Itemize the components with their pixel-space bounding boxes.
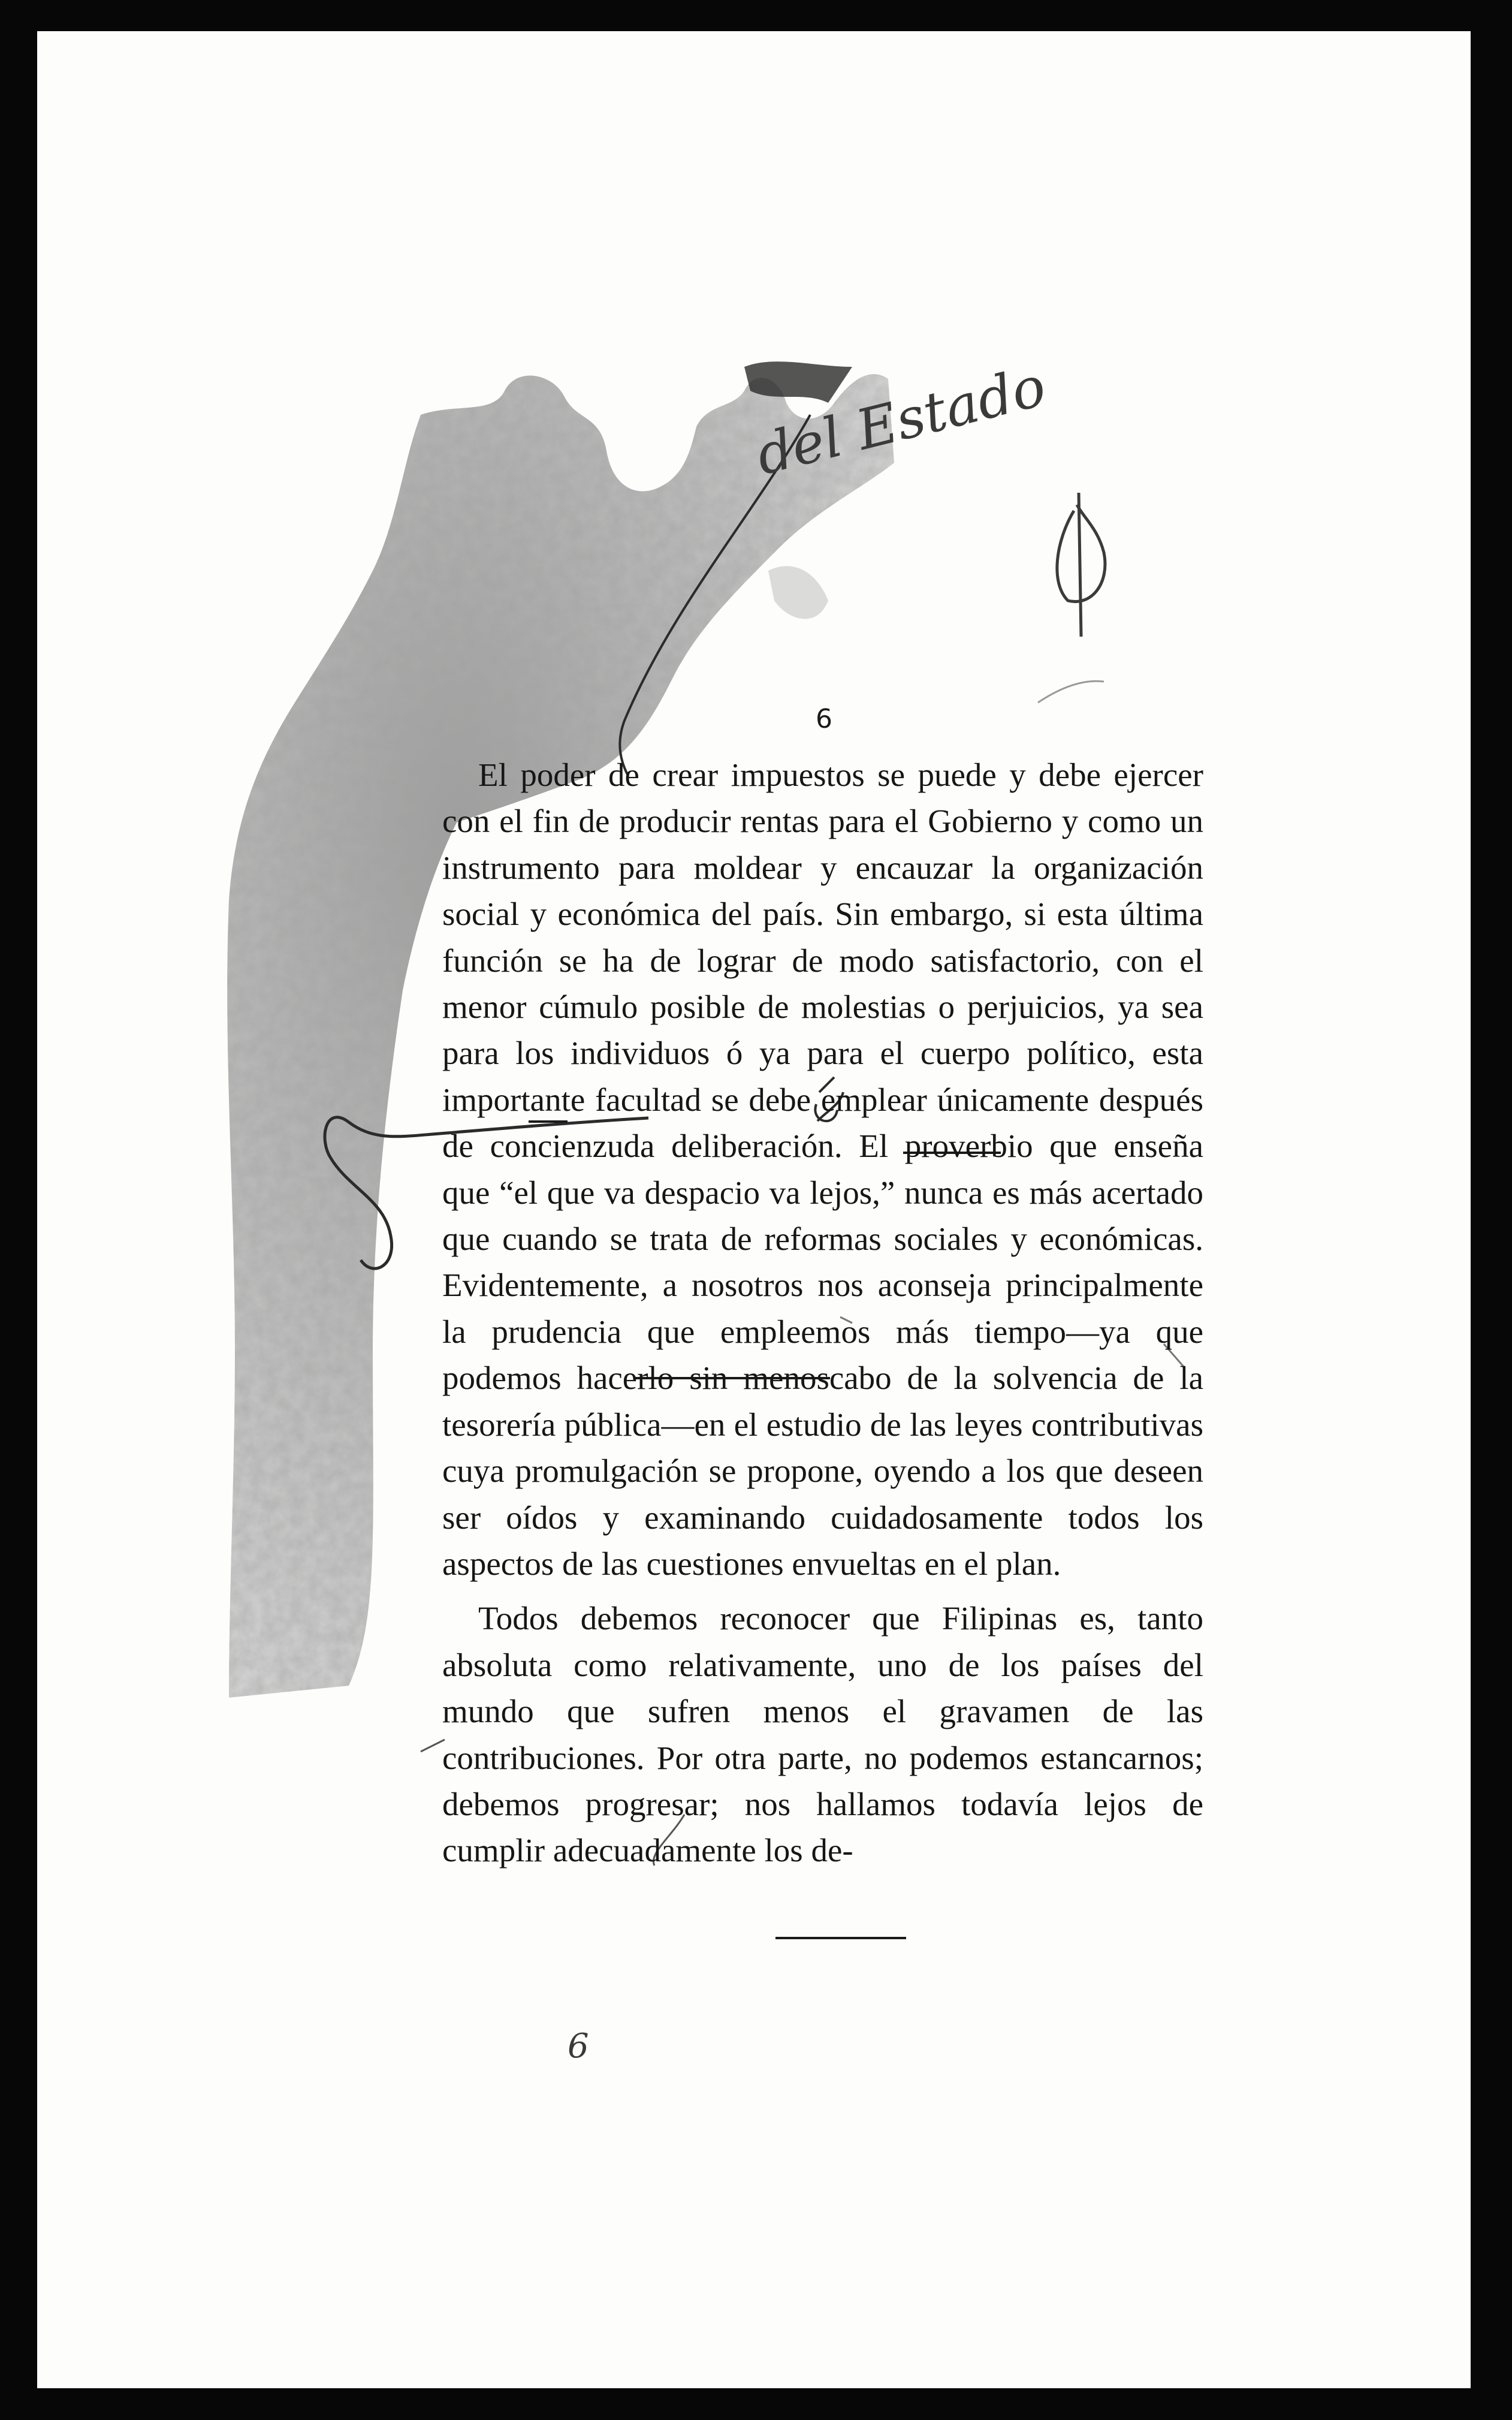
- paragraph-1: El poder de crear impuestos se puede y debe ejercer con el fin de producir rentas para el Gobierno y como un instrumento para moldear y encauzar la organización social y económica del país. Sin embargo, si esta última función se ha de lograr de modo satisfactorio, con el menor cúmulo posible de molestias o perjuicios, ya sea para los individuos ó ya para el cuerpo político, esta importante facultad se debe emplear únicamente después de concienzuda deliberación. El proverbio que enseña que “el que va despacio va lejos,” nunca es más acertado que cuando se trata de reformas sociales y económicas. Evidentemente, a nosotros nos aconseja principalmente la prudencia que empleemos más tiempo—ya que podemos hacerlo sin menoscabo de la solvencia de la tesorería pública—en el estudio de las leyes contributivas cuya promulgación se propone, oyendo a los que deseen ser oídos y examinando cuidadosamente todos los aspectos de las cuestiones envueltas en el plan.: [442, 757, 1203, 1582]
- paragraph-2: Todos debemos reconocer que Filipinas es, tanto absoluta como relativamente, uno de los países del mundo que sufren menos el gravamen de las contribuciones. Por otra parte, no podemos estancarnos; debemos progresar; nos hallamos todavía lejos de cumplir adecuadamente los de-: [442, 1600, 1203, 1869]
- page-number: 6: [816, 704, 832, 734]
- handwritten-insertion: del Estado: [750, 354, 1052, 488]
- handwritten-scribble: 6: [568, 2027, 589, 2066]
- body-text: [442, 752, 1203, 1874]
- document-page: [37, 31, 1471, 2388]
